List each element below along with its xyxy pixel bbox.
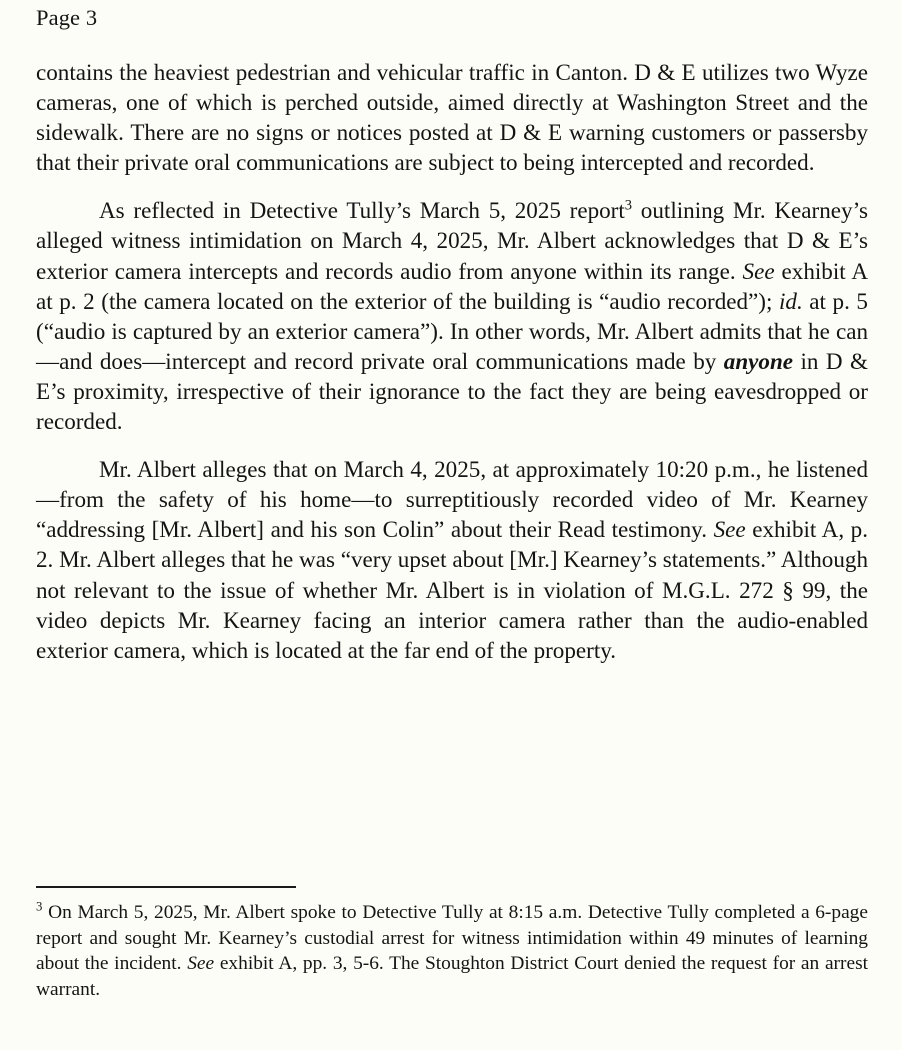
italic-citation: See (187, 953, 215, 975)
emphasis-bold-italic: anyone (723, 347, 794, 374)
footnote-number: 3 (36, 899, 43, 914)
paragraph-3-albert-allegation (36, 454, 868, 665)
text-run: in D & E’s proximity, irrespective of their ignorance to the fact they are being eavesdropped or recorded. (36, 347, 868, 435)
text-run: As reflected in Detective Tully’s March 5, 2025 report (99, 197, 625, 224)
text-run: On March 5, 2025, Mr. Albert spoke to Detective Tully at 8:15 a.m. Detective Tully completed a 6-page report and sought Mr. Kearney’s custodial arrest for witness intimidation within 49 minutes of learning about the incident. (36, 902, 868, 975)
italic-citation: id. (778, 287, 803, 314)
text-run: exhibit A at p. 2 (the camera located on the exterior of the building is “audio recorded”); (36, 257, 869, 314)
text-run: exhibit A, pp. 3, 5-6. The Stoughton District Court denied the request for an arrest warrant. (36, 953, 869, 1000)
text-run: exhibit A, p. 2. Mr. Albert alleges that he was “very upset about [Mr.] Kearney’s statements.” Although not relevant to the issue of whether Mr. Albert is in violation of M.G.L. 272 § 99, the video depicts Mr. Kearney facing an interior camera rather than the audio-enabled exterior camera, which is located at the far end of the property. (36, 516, 868, 663)
footnote-separator-rule (36, 886, 296, 888)
paragraph-2-detective-tully-report (36, 195, 868, 436)
footnote-area (36, 886, 868, 1002)
text-run: Mr. Albert alleges that on March 4, 2025, at approximately 10:20 p.m., he listened—from the safety of his home—to surreptitiously recorded video of Mr. Kearney “addressing [Mr. Albert] and his son Colin” about their Read testimony. (36, 456, 868, 543)
text-run: contains the heaviest pedestrian and vehicular traffic in Canton. D & E utilizes two Wyze cameras, one of which is perched outside, aimed directly at Washington Street and the sidewalk. There are no signs or notices posted at D & E warning customers or passersby that their private oral communications are subject to being intercepted and recorded. (36, 59, 868, 176)
body-text-block (36, 57, 868, 665)
footnote-reference-marker: 3 (624, 197, 633, 214)
italic-citation: See (742, 257, 775, 284)
paragraph-1-continuation (36, 57, 868, 177)
page-number-header: Page 3 (36, 5, 98, 30)
text-run: outlining Mr. Kearney’s alleged witness intimidation on March 4, 2025, Mr. Albert acknowledges that D & E’s exterior camera intercepts and records audio from anyone within its range. (36, 197, 868, 284)
text-run: at p. 5 (“audio is captured by an exterior camera”). In other words, Mr. Albert admits that he can—and does—intercept and record private oral communications made by (36, 287, 868, 374)
footnote-3 (36, 900, 868, 1002)
italic-citation: See (713, 516, 746, 543)
